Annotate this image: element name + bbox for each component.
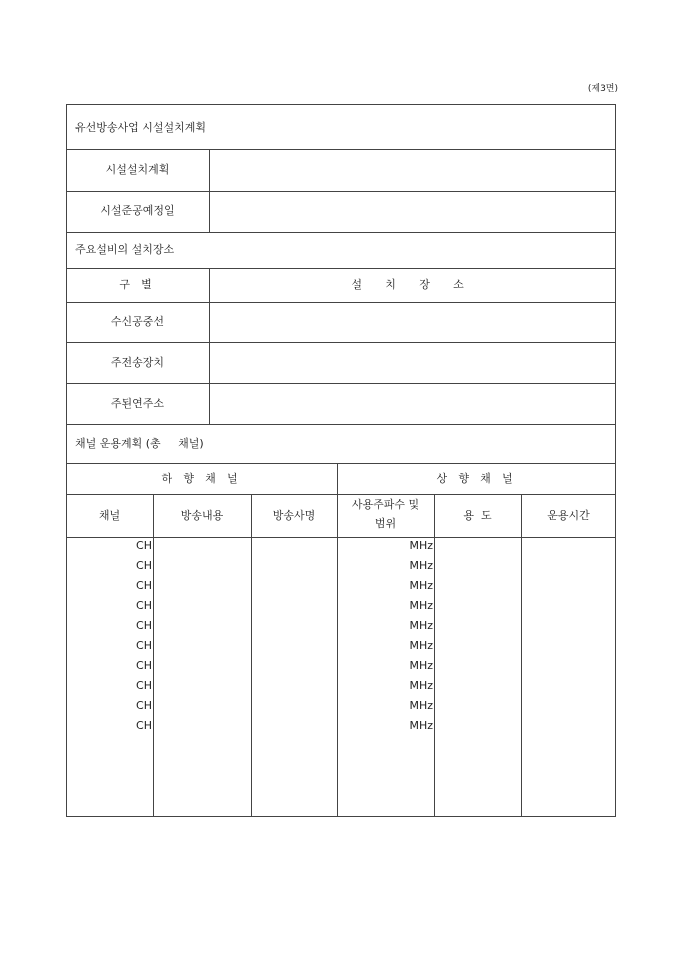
mhz-unit: MHz	[409, 559, 433, 572]
ch-unit: CH	[136, 639, 152, 652]
mhz-unit: MHz	[409, 679, 433, 692]
plan-title: 유선방송사업 시설설치계획	[75, 121, 207, 134]
col-header-content: 방송내용	[180, 509, 224, 522]
col-header-channel: 채널	[98, 509, 121, 522]
mhz-unit: MHz	[409, 719, 433, 732]
facility-label: 주전송장치	[110, 356, 165, 369]
facility-label: 수신공중선	[110, 315, 165, 328]
location-header-category: 구 별	[119, 278, 156, 291]
ch-unit: CH	[136, 719, 152, 732]
location-title: 주요설비의 설치장소	[75, 243, 175, 256]
col-header-usage: 용 도	[463, 509, 492, 522]
mhz-unit: MHz	[409, 699, 433, 712]
page-number: (제3면)	[587, 84, 618, 94]
ch-unit: CH	[136, 699, 152, 712]
uplink-label: 상 향 채 널	[436, 472, 517, 485]
ch-unit: CH	[136, 619, 152, 632]
ch-unit: CH	[136, 539, 152, 552]
ch-unit: CH	[136, 599, 152, 612]
location-header-location: 설 치 장 소	[351, 278, 474, 291]
completion-date-input[interactable]	[211, 193, 614, 231]
ch-unit: CH	[136, 679, 152, 692]
completion-date-label: 시설준공예정일	[100, 204, 175, 217]
col-header-frequency-range: 범위	[374, 517, 397, 530]
install-plan-input[interactable]	[211, 151, 614, 190]
install-plan-label: 시설설치계획	[105, 163, 170, 176]
facility-label: 주된연주소	[110, 397, 165, 410]
mhz-unit: MHz	[409, 639, 433, 652]
channel-plan-title: 채널 운용계획 (총 채널)	[75, 437, 204, 450]
downlink-label: 하 향 채 널	[161, 472, 242, 485]
mhz-unit: MHz	[409, 599, 433, 612]
mhz-unit: MHz	[409, 539, 433, 552]
facility-location-input[interactable]	[211, 385, 614, 423]
facility-location-input[interactable]	[211, 304, 614, 341]
mhz-unit: MHz	[409, 659, 433, 672]
col-header-hours: 운용시간	[547, 509, 590, 522]
col-header-frequency: 사용주파수 및	[351, 498, 420, 511]
ch-unit: CH	[136, 559, 152, 572]
ch-unit: CH	[136, 579, 152, 592]
facility-location-input[interactable]	[211, 344, 614, 382]
mhz-unit: MHz	[409, 579, 433, 592]
ch-unit: CH	[136, 659, 152, 672]
mhz-unit: MHz	[409, 619, 433, 632]
col-header-broadcaster: 방송사명	[272, 509, 316, 522]
